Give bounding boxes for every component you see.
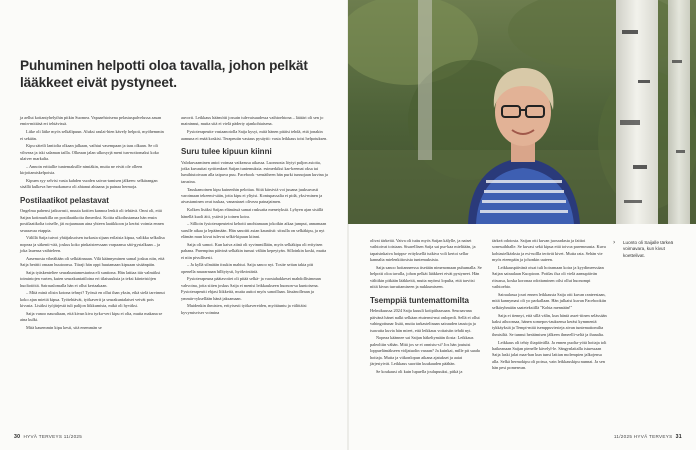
body-paragraph: Kipuen syy selvisi vasta kahden vuoden saivas-tamisen jälkeen: selkärangan sisällä kulkeva her-mokanava oli ahtanut ahtaana ja painaa hermoja. xyxy=(20,177,158,190)
body-paragraph: ja aellut kotiantyhelyihin pitkin Suomea. Vapaaehtoisena pelastuspalvelussa aasan emin-mittäsä eri tehtävissä. xyxy=(20,115,162,127)
page-number-right: 31 xyxy=(675,434,682,440)
body-paragraph: Saija sanoo hoitanneessa itsetään nimenomaan puhumalla. Se helpotti oloa tavalla, johon pelkät lääkkeet eivät pystyneet. Hän välttikin pitkään lääkkeitä, mutta myönsi lopulta, että tarvitsi niitä kivun turruttamiseen ja nukkumiseen. xyxy=(370,265,482,290)
section-subheading: Postilaatikot pelastavat xyxy=(20,195,109,205)
body-paragraph: Kipu säteili lantiolta olkaan jalkaan, vaihtui vasempaan ja taas olkaan. Se oli vihveaa ja iski salaman tailla. Olkeaan jalan ulkosyrjä meni tun-nottomaksi koko ulaiver markalta. xyxy=(20,143,160,162)
body-paragraph: – Sillioin fysioterapeuteini kehotti unohtamaan jokoikin aikaa jumput, annamaan surulle aikaa ja lepäämään. Hän sanoitti asian kauniisti: sitsulla on selkäkipu, ja nyt elämän mun kivut tulevat selkä-kipuun kiinni. xyxy=(181,221,327,240)
caption-arrow-icon: › xyxy=(613,239,616,246)
body-paragraph: Fysioterapeuna päätavotiet oli pitää selkä- ja vaostahakkeset mahdollisimman vahvoina, jotta siiten joskus Saija ei menisi leikkaukseen huonon-sa kuntoisena. Fysioterapeutti ehjasi liikkeitä, mutta auttoi myös sanoillaan. lässänolleaan ja ymmär-ryksellään hänä jaksamaan. xyxy=(181,276,321,301)
page-number-left: 30 xyxy=(14,434,21,440)
body-paragraph: Nopeaa käännee sai Saijan häkeltymään ilosta: Leikkaus paleoltiin vähän. Mitä jos se ei onnistu-si? Jos hän joutuisi loppuelämäkseen vidjatuolin varaan? Ja kuinkai, mille pit saada hoitaja. Mutta ja viikonlopun aikana ajatukset ja aaiat järjestyivät. Leikkaus suoritin kuukauden päähän. xyxy=(370,335,480,367)
body-paragraph: Saija ei tiennyt, että sillä välin, kun häntä asset-tiinen selässään kaksi aihoonsaa, hänen somepos-tauksensa keräsi kymmeniä tykkäyksiä ja Tempt-mitä tsemppuviesteja aivan tuntemattomilta ihmisiltä. Se tunnui heräämisen jälkeen ihmeelli-seltä ja ihanalta. xyxy=(492,312,607,337)
body-paragraph: – Annoin erittallie tuntemaksille nimiäkin, muita ne eivät ole olleen kirjoitamiskelpoisia. xyxy=(20,163,143,176)
body-paragraph: – Mitä minä olisin kotona tehnyt? Työssä en ollut ihan yksin, eikä sielä tarvinnut koko ajan mietiä kipua. Työtehtävät, työkaverit ja seurakuntalaiset veivät pois kivusta. Lisäksi työjärjestä tuli palijon liikkumista, mikä oli hyväksi. xyxy=(20,290,165,309)
body-paragraph: – Ja kyllä silmätän itsukin mahtui. Saija sanoo nyt. Tosite seitan takia pitt openella naurarnaan hilltyiysti, hyökvintäriä. xyxy=(181,262,314,274)
body-paragraph: Kolken lisäksi Saijan elämässä samat rasksatta menetyksiä. Lyhyen ajan sisällä hänellä kuoli äiti, ystävä ja toinen koira. xyxy=(181,207,324,219)
text-column-2 xyxy=(181,115,328,317)
magazine-name-right: 11/2025 HYVÄ TERVEYS xyxy=(613,434,673,439)
headline: Puhuminen helpotti oloa tavalla, johon pelkät lääkkeet eivät pystyneet. xyxy=(20,58,308,90)
footer-left xyxy=(14,434,82,440)
body-paragraph: Muidenkin ihmisten, erityisesti työkavereiden, myötäuntu ja välittäisi kyvymisviser voimina xyxy=(181,303,307,315)
photo-caption: Luonto oli Saijalle tärkeä voimavara, kun kivut koettelivat. xyxy=(623,240,674,258)
body-paragraph: Liike oli läike myös selkälipuun. Aluksi raulai-hien kävely helpoti, myöhemmin ei sekään. xyxy=(20,129,164,141)
body-paragraph: Valokuvaaminen antoi voimaa vaikeassa aikassa. Luonnosta löytyi paljon asioita, jotka kuvauttat syrittenkset Saijan tuntemuksia. esimerkiksi kar-keemat oksa tai lumihiutoivaan alla taipuva puu. Facebook -sensäiheen hän purki tunnojaan kuvina ja tarusina. xyxy=(181,159,328,184)
body-paragraph: Se koukausi oli kuin lupuella joulupuuksi, pitkä ja xyxy=(376,368,463,374)
body-paragraph: Saija oli samoi. Kun kaiva aiinä oli syvimmillään, myös selkäkipu oli erityisen pahana. Parempina päivinä selkäkin tunsui väliän kepeytyän. Silloinkin koski, mutta ei niin pivullisesti. xyxy=(181,241,327,260)
body-paragraph: Fysioterapeutte vastaanotolla Saija kysyi, mitä hänen pitäisi tehdä, että jonakin aamuna ei enää koskisi. Terapeutin vastaus pysäytti: vasta leikkaus toisi helpotuksen. xyxy=(181,129,328,141)
section-subheading: Suru tulee kipuun kiinni xyxy=(181,147,272,156)
body-paragraph: Leikkaus oli tehty iltapäivällä. Ja ennen puolta-yötä hoitaja toli haikeanaan Saijan pienelle kävelyl-le. Sängynlaitalla istuessaan Saija laski jalat maa-han kun tunsi lattian molempien jalkojensa alla. Selkä hermokipu oli poissa, vain leikkauskipu nunnai. Ja sen hän pesi pomenvan. xyxy=(492,339,607,371)
portrait-illustration xyxy=(348,0,696,224)
text-column-3 xyxy=(370,238,482,376)
body-paragraph: Tauskamoinen kipu kuinenhin pelottaa. Siitä kärsiviä voi juuana juuksuvasti varotmaan tekeemi-sään, jotta kipu ei yltyisi. Kontupassalia ei pidä, yksi-minen ja aivastaminen ovat tuskaa, vanantaset oliveza painajaimen. xyxy=(181,186,323,205)
body-paragraph: auvorti. Leikkaus häämötti jossain tulevaisuudessa vaihtoehtona – läätäri oli sen jo maininnut, mutta sitä ei vielä päderty ajankohtaisena. xyxy=(181,115,324,127)
body-paragraph: tärkeä odotosta. Saijan otti kuvan juosradasta ja faittoi sonesuihhalle. Se kuvasi sekä kipua että toivoa paremmasta. Kuva kohtasielkärksta ja esi-nollla terävät kivet. Mutta rata. Sehän vie myös eteenpäin ja johonkin uuteen. xyxy=(492,238,606,263)
body-paragraph: olivat tärkeitä. Vaiva oli tuttu myös Saijan kälylle, ja naiset vaihtoivat toistaan. Sisarellisen Saija sai pur-kaa mielitään, ja tapaisinkaiva hoippu- erityksellä tutkiva voli kertoi sellar kannalta mielenkiitosista tuntemuksista. xyxy=(370,238,476,263)
portrait-photo xyxy=(348,0,696,224)
body-paragraph: Leikkauspäivänä otsat tuli hoiramaan koira ja kyydimeessäan Saijan sairaalaan Kuopioon. Pottlas ilsa oli vielä aamupäivän ritsussa, koska koronaa odottaminen oilsi ollut huonompi vaihtoehto. xyxy=(492,265,604,290)
body-paragraph: Saija tyäskenteltee seurakuntamestarina eli suntiona. Hän lattiaa itär valmiiksi toimintojen varten, kuten seurakuntatiloina eri tilaisuuksia ja teksi kiinteistöjen huoltotöitä. Sairauslomalla hän ei ollut kertaakaan. xyxy=(20,269,161,288)
body-paragraph: Ongelma pahensi jatkuvasti, muuta kotiien kannoa lenkit oli tehtävä. Onni oli, että Saijan kotimurkilla on postilaatikoita ihmeriksi. Koitta ulkoilustamaa hän ensin postilaatikolta toiselle, jäi nojaamaan aina yhteen laatikkoon ja keräsi voimia ennen seuraavaa etappia. xyxy=(20,208,164,233)
text-column-4 xyxy=(492,238,608,373)
body-paragraph: Helmikuussa 2024 Saija kuuuli kotipiihaasaan. Seuraavana päivänä hänet nalkt selkäan etutermi-nut onlopedi. Sellä ei ollut vahingottunar lisää, mutta tarkastelinaan sairauden taustoja ja tsawatta kuvia hän mieet, että leikkaus voitaisiin tehdä nyt. xyxy=(370,308,480,333)
body-paragraph: Aasemosta vibeältään oli selkiäinnaan. Vilä käännyminen samal joskus niin, että Saija herätti omaan huutoonsa. Tiiraji hän oppi huutamaan kipuaan sisäänpäin. xyxy=(20,255,165,268)
section-subheading: Tsemppiä tuntemattomilta xyxy=(370,295,469,305)
body-paragraph: Mitä kauemmin kipu kesti, sitä enemmän se xyxy=(26,325,102,331)
footer-right xyxy=(614,434,682,440)
text-column-1 xyxy=(20,115,167,333)
magazine-name-left: HYVÄ TERVEYS 11/2025 xyxy=(23,434,83,439)
body-paragraph: Sairaalassa jouri ennen leikkausta Saija otti kuvan ranteestaan, mitä kannymasi oli yo parkallaan. Hän julkaisi kuvan Facebookiin selkäryhmään saatetekstillä "Kohta mennään!" xyxy=(492,292,607,310)
body-paragraph: Saija vanoo nauraltaan, että kivun kiva tyrka-veri kipu ei olta, mutta makana se aina kulki. xyxy=(20,310,163,323)
body-paragraph: Välillä Saija tutvoi yhtäjaksoisen turkasta sijaan erilaisia kipua, valikka selkalisa nopeaa ja säkenti-vää, joskus koko pinkaisteessaan varpaansa sätt-gystalkaan – ja joka lauensa vaihteleen. xyxy=(20,235,165,254)
